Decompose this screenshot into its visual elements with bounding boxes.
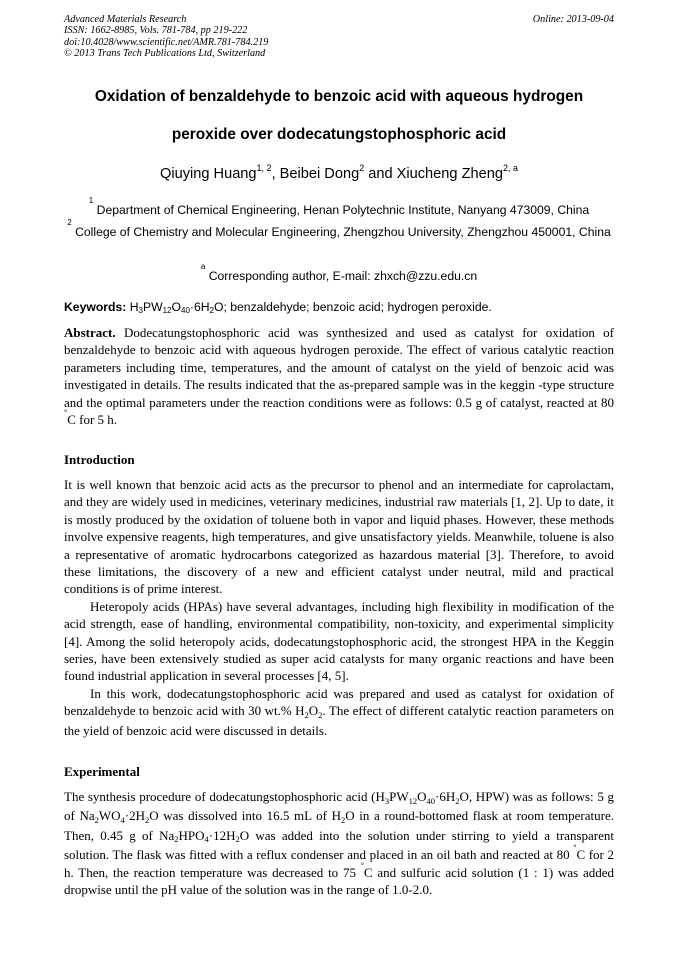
affiliation-text: College of Chemistry and Molecular Engineering, Zhengzhou University, Zhengzhou 450001, China	[75, 225, 611, 239]
keywords	[64, 300, 616, 314]
formula-subscript: 40	[426, 795, 436, 806]
affiliation-mark: a	[200, 262, 206, 271]
corresponding-author-text: Corresponding author, E-mail: zhxch@zzu.edu.cn	[208, 269, 478, 283]
abstract	[64, 324, 614, 428]
formula-subscript: 40	[181, 306, 190, 315]
formula-subscript: 3	[138, 306, 143, 315]
copyright-line: © 2013 Trans Tech Publications Ltd, Switzerland	[64, 48, 266, 60]
issn-line: ISSN: 1662-8985, Vols. 781-784, pp 219-222	[64, 25, 248, 37]
paragraph-text: O was added into the solution under stirring to yield a transparent solution. The flask was fitted with a reflux condenser and placed in an oil bath and reacted at 80	[64, 827, 614, 863]
paragraph-text: O in a round-bottomed flask at room temperature. Then, 0.45 g of Na	[64, 808, 614, 843]
paragraph-text: PW	[389, 789, 409, 804]
intro-paragraph-1: It is well known that benzoic acid acts as the precursor to phenol and an intermediate for caprolactam, and they are widely used in medicines, veterinary medicines, industrial raw materials [1, 2]. Up to date, it is mostly produced by the oxidation of toluene both in vapor and liquid phases. However, these methods involve expensive reagents, high temperatures, and give unsatisfactory yields. Meanwhile, toluene is also a representative of aromatic hydrocarbons categorized as hazardous material [3]. Therefore, to avoid these limitations, the discovery of a new and efficient catalyst under neutral, mild and practical conditions is of prime interest.	[64, 477, 614, 597]
paragraph-text: O was dissolved into 16.5 mL of H	[149, 808, 342, 824]
affiliation-mark: 2	[67, 218, 72, 227]
formula-part: PW	[142, 300, 163, 314]
affiliation-2	[60, 218, 618, 243]
affiliation-text: Department of Chemical Engineering, Henan Polytechnic Institute, Nanyang 473009, China	[96, 203, 590, 217]
paragraph-text: ·6H	[435, 789, 456, 804]
formula-subscript: 12	[162, 306, 172, 315]
formula-part: ·6H	[189, 300, 210, 314]
formula-subscript: 2	[341, 814, 346, 825]
corresponding-author	[60, 262, 618, 287]
paragraph-text: O, HPW) was as follows: 5 g of Na	[64, 789, 614, 824]
author-separator: and	[364, 166, 397, 182]
abstract-label: Abstract.	[64, 325, 116, 340]
experimental-heading: Experimental	[64, 764, 140, 779]
author-affiliation-mark: 2, a	[502, 163, 518, 173]
formula-part: H	[129, 300, 139, 314]
affiliation-mark: 1	[88, 196, 94, 205]
formula-subscript: 2	[94, 814, 99, 825]
keywords-text: O; benzaldehyde; benzoic acid; hydrogen peroxide.	[214, 300, 492, 314]
introduction-section	[64, 476, 614, 739]
degree-mark: °	[64, 408, 68, 418]
formula-subscript: 2	[174, 834, 179, 845]
paragraph-text: The synthesis procedure of dodecatungstophosphoric acid (H	[64, 789, 385, 804]
paragraph-text: O	[308, 703, 319, 719]
online-date: Online: 2013-09-04	[532, 14, 614, 25]
formula-subscript: 2	[209, 306, 214, 315]
author-affiliation-mark: 2	[359, 163, 365, 173]
doi-line: doi:10.4028/www.scientific.net/AMR.781-784.219	[64, 36, 269, 48]
affiliation-1	[60, 196, 618, 221]
author-affiliation-mark: 1, 2	[256, 163, 272, 173]
paragraph-text: In this work, dodecatungstophosphoric acid was prepared and used as catalyst for oxidation of benzaldehyde to benzoic acid with 30 wt.% H	[64, 685, 614, 719]
paragraph-text: . The effect of different catalytic reaction parameters on the yield of benzoic acid were discussed in details.	[64, 703, 614, 738]
intro-paragraph-2: Heteropoly acids (HPAs) have several advantages, including high flexibility in modification of the acid strength, ease of handling, environmental compatibility, non-toxicity, and experimental simplicity [4]. Among the solid heteropoly acids, dodecatungstophosphoric acid, the strongest HPA in the Keggin series, have been extensively studied as super acid catalysts for many organic reactions and have been found industrial application in several processes [4, 5].	[64, 598, 614, 684]
formula-subscript: 2	[145, 814, 150, 825]
formula-subscript: 3	[384, 795, 390, 806]
formula-subscript: 2	[318, 709, 323, 720]
experimental-section	[64, 788, 614, 898]
keywords-label: Keywords:	[64, 300, 127, 314]
paragraph-text: ·12H	[208, 827, 236, 843]
paragraph-text: WO	[98, 808, 121, 824]
paragraph-text: C for 2 h. Then, the reaction temperature was decreased to 75	[64, 847, 614, 880]
abstract-paragraph	[64, 324, 614, 428]
formula-subscript: 2	[455, 795, 460, 806]
formula-part: O	[171, 300, 181, 314]
paragraph-text: ·2H	[124, 808, 145, 824]
author-name: Qiuying Huang	[160, 166, 257, 182]
degree-mark: °	[573, 843, 577, 853]
author-name: Xiucheng Zheng	[396, 166, 503, 182]
author-list	[40, 163, 638, 182]
formula-subscript: 12	[408, 795, 418, 806]
formula-subscript: 2	[235, 834, 240, 845]
paragraph-text: C and sulfuric acid solution (1 : 1) was added dropwise until the pH value of the solution was in the range of 1.0-2.0.	[64, 864, 614, 898]
formula-subscript: 4	[204, 834, 209, 845]
intro-paragraph-3	[64, 685, 614, 739]
author-separator: ,	[271, 166, 280, 182]
paper-title-line-1: Oxidation of benzaldehyde to benzoic acid with aqueous hydrogen	[94, 88, 584, 105]
abstract-text: Dodecatungstophosphoric acid was synthesized and used as catalyst for oxidation of benzaldehyde to benzoic acid with aqueous hydrogen peroxide. The effect of various catalytic reaction parameters including time, temperatures, and the amount of catalyst on the yield of benzoic acid was investigated in details. The results indicated that the as-prepared sample was in the keggin -type structure and the optimal parameters under the reaction conditions were as follows: 0.5 g of catalyst, reacted at 80	[64, 325, 615, 410]
journal-name: Advanced Materials Research	[64, 14, 187, 25]
paragraph-text: O	[417, 789, 427, 804]
abstract-text: C for 5 h.	[67, 412, 118, 428]
paragraph-text: HPO	[178, 827, 205, 843]
degree-mark: °	[360, 860, 364, 870]
introduction-heading: Introduction	[64, 452, 135, 467]
journal-header	[64, 14, 268, 60]
formula-subscript: 4	[120, 814, 125, 825]
paper-title-line-2: peroxide over dodecatungstophosphoric acid	[171, 126, 507, 143]
author-name: Beibei Dong	[279, 166, 360, 182]
formula-subscript: 2	[304, 709, 309, 720]
experimental-paragraph	[64, 788, 614, 898]
